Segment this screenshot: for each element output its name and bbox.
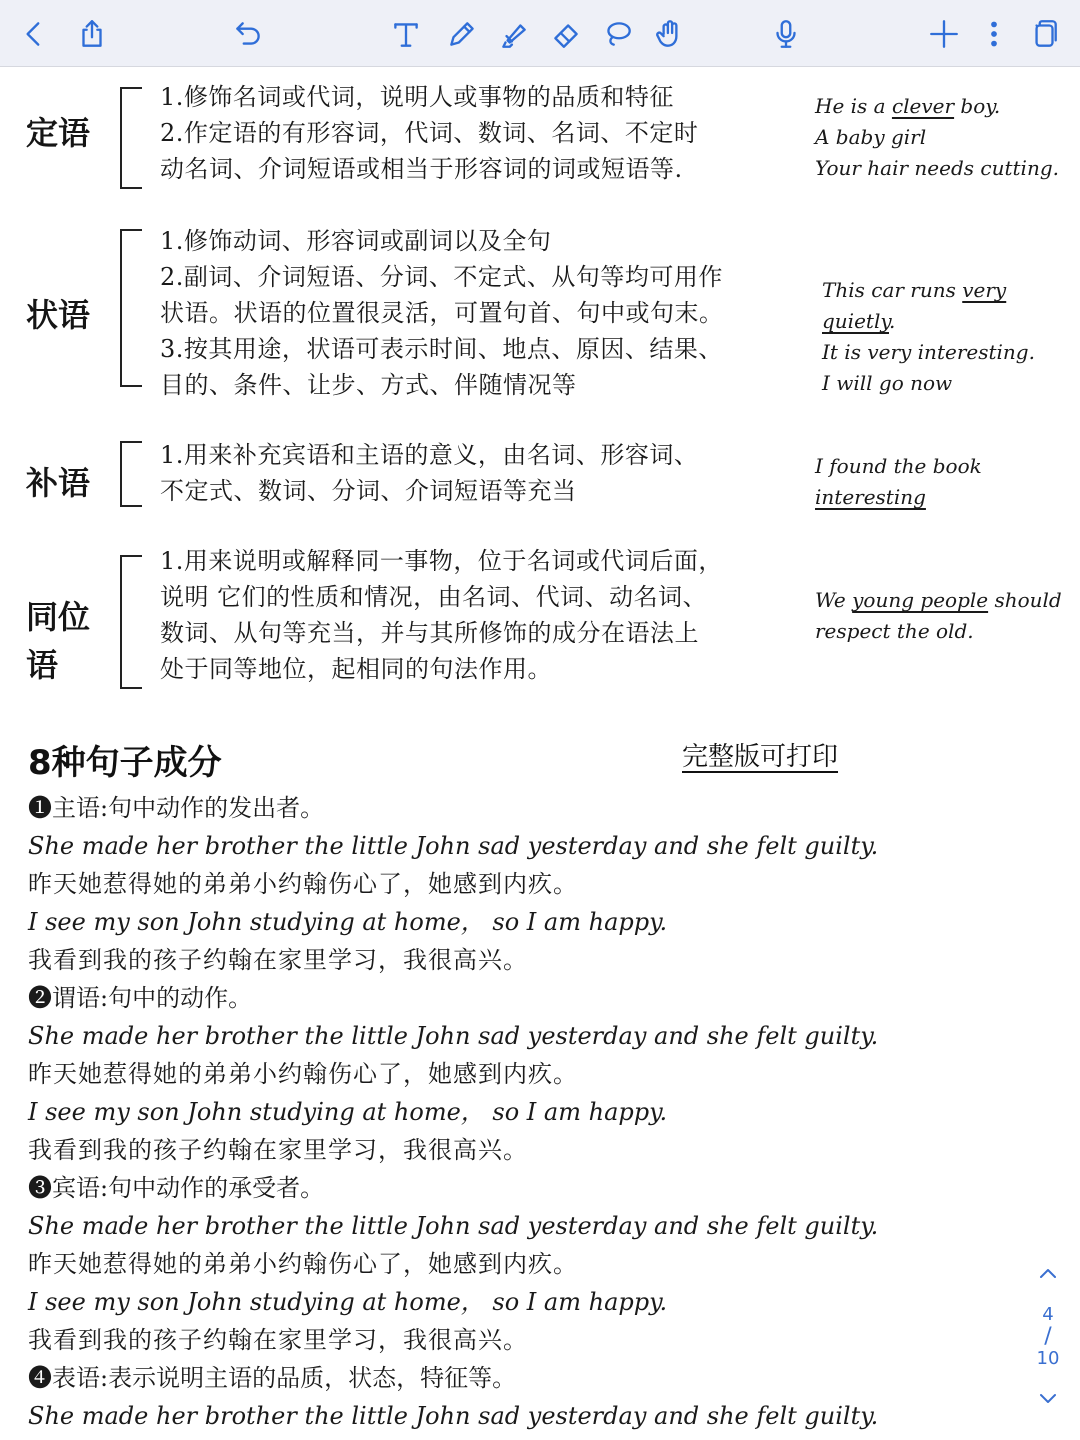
note-line: 动名词、介词短语或相当于形容词的词或短语等.: [160, 155, 683, 183]
component-heading: ❷谓语:句中的动作。: [28, 984, 253, 1012]
note-line: 1.用来补充宾语和主语的意义，由名词、形容词、: [160, 441, 699, 469]
section-notes-attributive: [160, 79, 698, 187]
note-line: 2.副词、介词短语、分词、不定式、从句等均可用作: [160, 263, 723, 291]
example-attributive: He is a clever boy. A baby girl Your hair needs cutting.: [815, 94, 1059, 180]
note-line: 2.作定语的有形容词，代词、数词、名词、不定时: [160, 119, 699, 147]
chevron-up-icon[interactable]: [1026, 1256, 1070, 1290]
english-example: She made her brother the little John sad yesterday and she felt guilty.: [28, 1212, 879, 1240]
section-notes-complement: [160, 437, 698, 509]
hand-draw-icon[interactable]: [650, 14, 690, 54]
page-navigator: [1026, 1256, 1070, 1416]
toolbar: [0, 0, 1080, 67]
bracket: [120, 229, 142, 387]
section-notes-appositive: [160, 543, 723, 687]
note-line: 3.按其用途，状语可表示时间、地点、原因、结果、: [160, 335, 723, 363]
example-complement: I found the book interesting: [815, 454, 982, 509]
section-label-complement: 补语: [26, 464, 91, 502]
chinese-translation: 昨天她惹得她的弟弟小约翰伤心了，她感到内疚。: [28, 1250, 578, 1278]
back-icon[interactable]: [14, 14, 54, 54]
english-example: I see my son John studying at home， so I am happy.: [28, 1098, 668, 1126]
more-icon[interactable]: [974, 14, 1014, 54]
example-appositive: We young people should respect the old.: [815, 588, 1062, 643]
highlighter-icon[interactable]: [494, 14, 534, 54]
section-title: 8种句子成分: [28, 743, 222, 783]
english-example: She made her brother the little John sad yesterday and she felt guilty.: [28, 832, 879, 860]
bracket: [120, 441, 142, 507]
bracket: [120, 87, 142, 189]
section-label-appositive: 同位 语: [26, 598, 91, 684]
note-line: 1.用来说明或解释同一事物，位于名词或代词后面，: [160, 547, 723, 575]
note-line: 说明 它们的性质和情况，由名词、代词、动名词、: [160, 583, 708, 611]
section-label-attributive: 定语: [26, 114, 91, 152]
chinese-translation: 昨天她惹得她的弟弟小约翰伤心了，她感到内疚。: [28, 1060, 578, 1088]
note-line: 数词、从句等充当，并与其所修饰的成分在语法上: [160, 619, 699, 647]
note-line: 目的、条件、让步、方式、伴随情况等: [160, 371, 577, 399]
undo-icon[interactable]: [228, 14, 268, 54]
chinese-translation: 昨天她惹得她的弟弟小约翰伤心了，她感到内疚。: [28, 870, 578, 898]
note-line: 处于同等地位，起相同的句法作用。: [160, 655, 552, 683]
english-example: She made her brother the little John sad yesterday and she felt guilty.: [28, 1402, 879, 1430]
chevron-down-icon[interactable]: [1026, 1382, 1070, 1416]
text-tool-icon[interactable]: [386, 14, 426, 54]
english-example: I see my son John studying at home， so I am happy.: [28, 908, 668, 936]
bracket: [120, 555, 142, 689]
component-heading: ❸宾语:句中动作的承受者。: [28, 1174, 325, 1202]
component-heading: ❹表语:表示说明主语的品质，状态，特征等。: [28, 1364, 517, 1392]
page-separator: /: [1044, 1324, 1052, 1349]
component-heading: ❶主语:句中动作的发出者。: [28, 794, 325, 822]
add-icon[interactable]: [924, 14, 964, 54]
share-icon[interactable]: [72, 14, 112, 54]
eraser-icon[interactable]: [546, 14, 586, 54]
note-line: 1.修饰名词或代词，说明人或事物的品质和特征: [160, 83, 674, 111]
print-link[interactable]: 完整版可打印: [682, 742, 839, 772]
chinese-translation: 我看到我的孩子约翰在家里学习，我很高兴。: [28, 1326, 528, 1354]
sentence-components-notes: [28, 789, 1028, 1435]
pen-icon[interactable]: [442, 14, 482, 54]
example-adverbial: This car runs very quietly. It is very interesting. I will go now: [822, 278, 1035, 395]
english-example: She made her brother the little John sad yesterday and she felt guilty.: [28, 1022, 879, 1050]
note-line: 不定式、数词、分词、介词短语等充当: [160, 477, 577, 505]
chinese-translation: 我看到我的孩子约翰在家里学习，我很高兴。: [28, 946, 528, 974]
note-line: 状语。状语的位置很灵活，可置句首、句中或句末。: [160, 299, 724, 327]
section-label-adverbial: 状语: [26, 296, 91, 334]
current-page: 4: [1042, 1304, 1054, 1325]
chinese-translation: 我看到我的孩子约翰在家里学习，我很高兴。: [28, 1136, 528, 1164]
pages-icon[interactable]: [1024, 14, 1064, 54]
section-notes-adverbial: [160, 223, 724, 403]
microphone-icon[interactable]: [766, 14, 806, 54]
english-example: I see my son John studying at home， so I am happy.: [28, 1288, 668, 1316]
note-line: 1.修饰动词、形容词或副词以及全句: [160, 227, 552, 255]
total-pages: 10: [1036, 1348, 1060, 1369]
lasso-icon[interactable]: [598, 14, 638, 54]
note-page: [0, 67, 1080, 1440]
